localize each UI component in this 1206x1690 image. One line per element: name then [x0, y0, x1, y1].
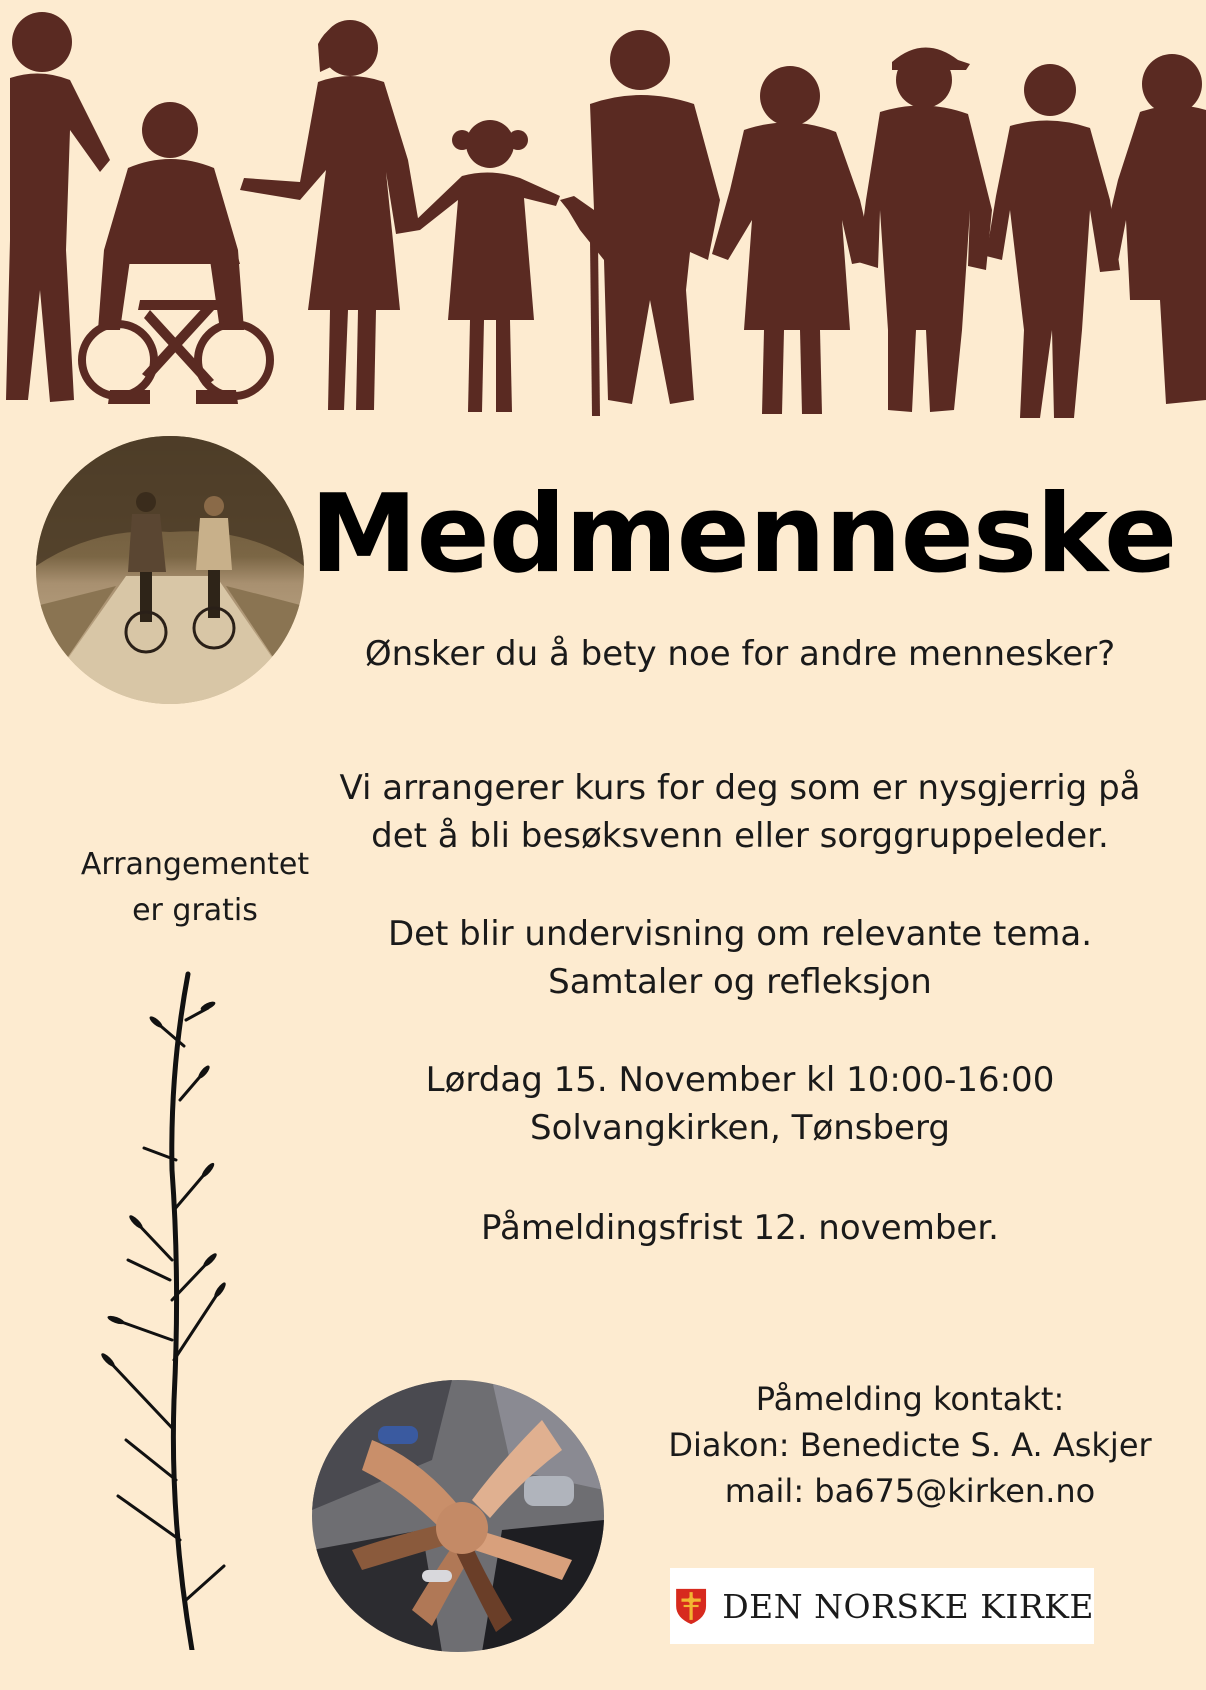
deadline-text: Påmeldingsfrist 12. november.: [481, 1208, 999, 1248]
free-note-line-1: Arrangementet: [80, 847, 310, 882]
teaching-line-1: Det blir undervisning om relevante tema.: [387, 914, 1093, 954]
registration-deadline: [330, 1204, 1150, 1252]
branch-illustration: [100, 960, 240, 1650]
contact-info: [640, 1376, 1180, 1514]
teaching-paragraph: [330, 910, 1150, 1006]
cyclists-photo: [36, 436, 304, 704]
contact-email: mail: ba675@kirken.no: [724, 1472, 1096, 1510]
people-silhouettes-illustration: [0, 0, 1206, 440]
contact-person: Diakon: Benedicte S. A. Askjer: [668, 1426, 1152, 1464]
poster-title: Medmenneske: [310, 472, 1177, 597]
intro-line-1: Vi arrangerer kurs for deg som er nysgjerrig på: [339, 768, 1141, 808]
poster-subtitle: Ønsker du å bety noe for andre mennesker?: [364, 634, 1116, 674]
teaching-line-2: Samtaler og refleksjon: [548, 962, 932, 1002]
intro-paragraph: [330, 764, 1150, 860]
free-note-line-2: er gratis: [132, 893, 258, 928]
intro-line-2: det å bli besøksvenn eller sorggruppeleder.: [371, 816, 1109, 856]
den-norske-kirke-logo: [670, 1568, 1094, 1644]
event-location: Solvangkirken, Tønsberg: [530, 1108, 950, 1148]
hands-together-photo: [312, 1380, 604, 1652]
free-event-note: [60, 842, 330, 934]
event-date-time: Lørdag 15. November kl 10:00-16:00: [425, 1060, 1055, 1100]
event-details: [330, 1056, 1150, 1152]
church-shield-icon: [674, 1570, 708, 1642]
logo-text: DEN NORSKE KIRKE: [722, 1586, 1094, 1626]
contact-heading: Påmelding kontakt:: [755, 1380, 1065, 1418]
